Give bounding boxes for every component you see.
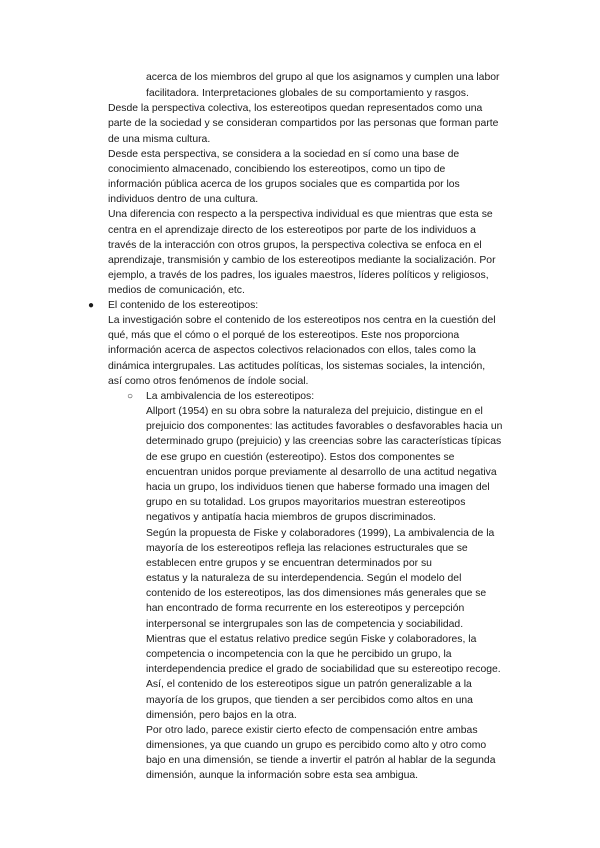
subsection-title: La ambivalencia de los estereotipos: [146, 391, 315, 402]
paragraph-line: parte de la sociedad y se consideran compartidos por las personas que forman parte [108, 118, 499, 129]
paragraph-line: Desde la perspectiva colectiva, los estereotipos quedan representados como una [108, 103, 483, 114]
paragraph-line: estatus y la naturaleza de su interdependencia. Según el modelo del [146, 573, 462, 584]
paragraph-line: contenido de los estereotipos, las dos dimensiones más generales que se [146, 588, 487, 599]
paragraph-line: medios de comunicación, etc. [108, 285, 245, 296]
paragraph-line: así como otros fenómenos de índole social. [108, 376, 309, 387]
paragraph-line: La investigación sobre el contenido de los estereotipos nos centra en la cuestión del [108, 315, 496, 326]
paragraph-line: dimensiones, ya que cuando un grupo es percibido como alto y otro como [146, 740, 487, 751]
paragraph-line: hacia un grupo, los individuos tienen que haberse formado una imagen del [146, 482, 490, 493]
paragraph-line: información acerca de aspectos colectivos relacionados con ellos, tales como la [108, 345, 476, 356]
paragraph-line: dinámica intergrupales. Las actitudes políticas, los sistemas sociales, la intención, [108, 361, 486, 372]
paragraph-line: grupo en su totalidad. Los grupos mayoritarios muestran estereotipos [146, 497, 466, 508]
paragraph-line: conocimiento almacenado, concibiendo los estereotipos, como un tipo de [108, 164, 446, 175]
paragraph-line: dimensión, pero bajos en la otra. [146, 710, 297, 721]
paragraph-line: Por otro lado, parece existir cierto efecto de compensación entre ambas [146, 725, 478, 736]
paragraph-line: facilitadora. Interpretaciones globales de su comportamiento y rasgos. [146, 88, 469, 99]
paragraph-line: establecen entre grupos y se encuentran determinados por su [146, 558, 432, 569]
paragraph-line: dimensión, aunque la información sobre esta sea ambigua. [146, 770, 419, 781]
paragraph-line: Así, el contenido de los estereotipos sigue un patrón generalizable a la [146, 679, 472, 690]
paragraph-line: qué, más que el cómo o el porqué de los estereotipos. Este nos proporciona [108, 330, 460, 341]
bullet-filled-icon: ● [88, 300, 95, 311]
paragraph-line: través de la interacción con otros grupos, la perspectiva colectiva se enfoca en el [108, 240, 482, 251]
paragraph-line: encuentran unidos porque previamente al desarrollo de una actitud negativa [146, 467, 497, 478]
paragraph-line: centra en el aprendizaje directo de los estereotipos por parte de los individuos a [108, 225, 476, 236]
paragraph-line: negativos y antipatía hacia miembros de grupos discriminados. [146, 512, 436, 523]
section-title: El contenido de los estereotipos: [108, 300, 259, 311]
paragraph-line: competencia o incompetencia con la que he percibido un grupo, la [146, 649, 452, 660]
paragraph-line: Desde esta perspectiva, se considera a la sociedad en sí como una base de [108, 149, 460, 160]
paragraph-line: han encontrado de forma recurrente en los estereotipos y percepción [146, 603, 465, 614]
paragraph-line: Allport (1954) en su obra sobre la naturaleza del prejuicio, distingue en el [146, 406, 483, 417]
paragraph-line: mayoría de los estereotipos refleja las relaciones estructurales que se [146, 543, 468, 554]
paragraph-line: de ese grupo en cuestión (estereotipo). Estos dos componentes se [146, 452, 455, 463]
paragraph-line: Mientras que el estatus relativo predice según Fiske y colaboradores, la [146, 634, 477, 645]
paragraph-line: individuos dentro de una cultura. [108, 194, 259, 205]
paragraph-line: mayoría de los grupos, que tienden a ser percibidos como altos en una [146, 695, 473, 706]
paragraph-line: Según la propuesta de Fiske y colaboradores (1999), La ambivalencia de la [146, 528, 495, 539]
paragraph-line: interpersonal se intergrupales son las de competencia y sociabilidad. [146, 619, 464, 630]
paragraph-line: bajo en una dimensión, se tiende a invertir el patrón al hablar de la segunda [146, 755, 496, 766]
paragraph-line: prejuicio dos componentes: las actitudes favorables o desfavorables hacia un [146, 421, 503, 432]
paragraph-line: ejemplo, a través de los padres, los iguales maestros, líderes políticos y religiosos, [108, 270, 489, 281]
paragraph-line: determinado grupo (prejuicio) y las creencias sobre las características típicas [146, 436, 502, 447]
paragraph-line: aprendizaje, transmisión y cambio de los estereotipos mediante la socialización. Por [108, 255, 496, 266]
paragraph-line: información pública acerca de los grupos sociales que es compartida por los [108, 179, 460, 190]
paragraph-line: Una diferencia con respecto a la perspectiva individual es que mientras que esta se [108, 209, 493, 220]
paragraph-line: interdependencia predice el grado de sociabilidad que su estereotipo recoge. [146, 664, 501, 675]
paragraph-line: de una misma cultura. [108, 134, 211, 145]
paragraph-line: acerca de los miembros del grupo al que los asignamos y cumplen una labor [146, 72, 500, 83]
bullet-hollow-icon: ○ [127, 391, 134, 402]
